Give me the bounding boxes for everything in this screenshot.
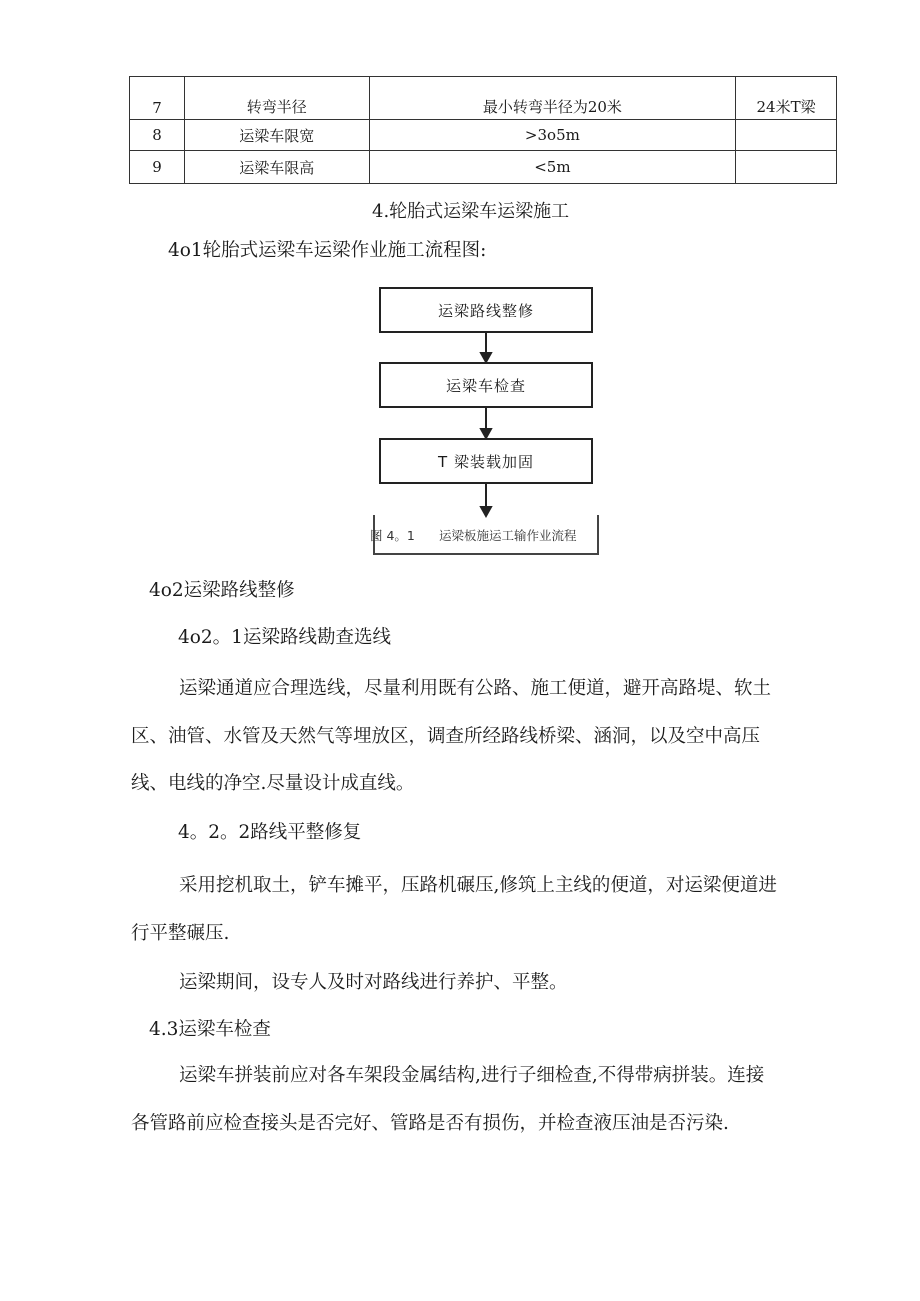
paragraph-line: 运梁期间，设专人及时对路线进行养护、平整。 — [179, 972, 568, 993]
row-number: 8 — [130, 120, 185, 151]
table-row — [130, 151, 837, 184]
table-row — [130, 120, 837, 151]
row-number: 7 — [130, 77, 185, 120]
figure-caption: 运梁板施运工输作业流程 — [439, 528, 577, 543]
flow-step: 运梁路线整修 — [379, 287, 593, 333]
subsection-title: 4。2。2路线平整修复 — [178, 822, 362, 843]
paragraph-line: 各管路前应检查接头是否完好、管路是否有损伤，并检查液压油是否污染. — [131, 1113, 729, 1134]
subsection-title: 4o2。1运梁路线勘查选线 — [178, 627, 391, 648]
arrow-down-icon — [481, 429, 491, 438]
row-requirement: <5m — [369, 151, 735, 184]
row-note: 24米T梁 — [736, 77, 837, 120]
section-title: 4o2运梁路线整修 — [149, 580, 295, 601]
row-item: 运梁车限宽 — [184, 120, 369, 151]
row-note — [736, 120, 837, 151]
paragraph-line: 采用挖机取土，铲车摊平，压路机碾压,修筑上主线的便道，对运梁便道进 — [179, 875, 777, 896]
row-requirement: 最小转弯半径为20米 — [369, 77, 735, 120]
row-number: 9 — [130, 151, 185, 184]
row-item: 转弯半径 — [184, 77, 369, 120]
table-row — [130, 77, 837, 120]
figure-label: 图 4。1 — [370, 528, 415, 543]
flow-step: T 梁装载加固 — [379, 438, 593, 484]
row-item: 运梁车限高 — [184, 151, 369, 184]
paragraph-line: 运梁通道应合理选线，尽量利用既有公路、施工便道，避开高路堤、软土 — [179, 678, 772, 699]
row-note — [736, 151, 837, 184]
paragraph-line: 运梁车拼装前应对各车架段金属结构,进行子细检查,不得带病拼装。连接 — [179, 1065, 765, 1086]
paragraph-line: 区、油管、水管及天然气等埋放区，调查所经路线桥梁、涵洞，以及空中高压 — [131, 726, 761, 747]
flowchart — [370, 283, 599, 555]
section-title: 4.3运梁车检查 — [149, 1019, 271, 1040]
flow-step: 运梁车检查 — [379, 362, 593, 408]
section-title: 4.轮胎式运梁车运梁施工 — [372, 201, 570, 222]
row-requirement: >3o5m — [369, 120, 735, 151]
paragraph-line: 线、电线的净空.尽量设计成直线。 — [131, 773, 415, 794]
paragraph-line: 行平整碾压. — [131, 923, 230, 944]
subsection-title: 4o1轮胎式运梁车运梁作业施工流程图: — [168, 240, 487, 261]
spec-table — [129, 76, 837, 184]
arrow-down-icon — [481, 353, 491, 362]
